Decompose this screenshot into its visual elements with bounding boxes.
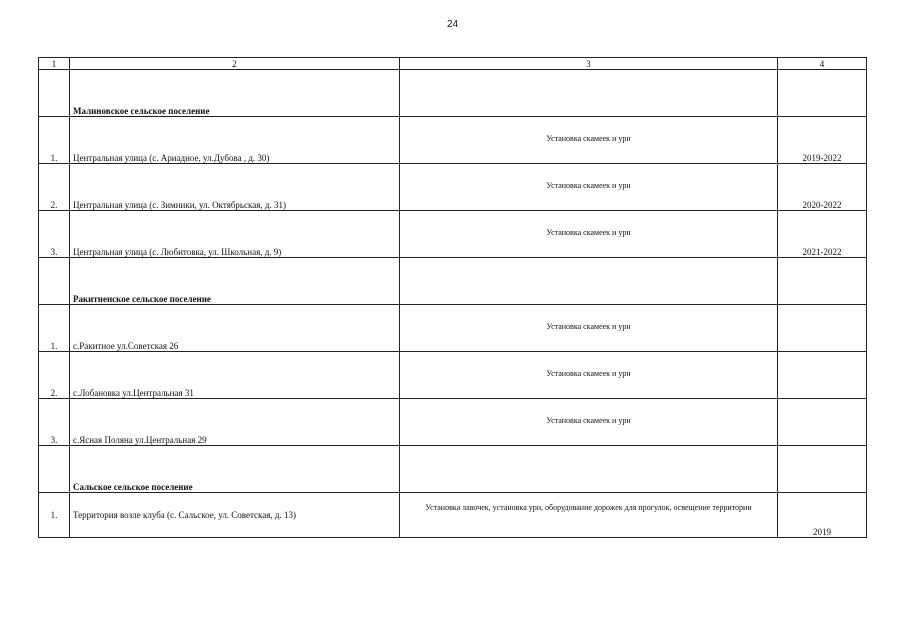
table-row bbox=[39, 164, 867, 211]
period: 2019 bbox=[778, 493, 867, 538]
row-number: 3. bbox=[39, 399, 70, 446]
table-row bbox=[39, 211, 867, 258]
object-name: Центральная улица (с. Ариадное, ул.Дубова , д. 30) bbox=[70, 117, 400, 164]
row-number: 1. bbox=[39, 305, 70, 352]
object-name: с.Ясная Поляна ул.Центральная 29 bbox=[70, 399, 400, 446]
period: 2019-2022 bbox=[778, 117, 867, 164]
object-name: Территория возле клуба (с. Сальское, ул. Советская, д. 13) bbox=[70, 493, 400, 538]
object-name: с.Лобановка ул.Центральная 31 bbox=[70, 352, 400, 399]
work-description: Установка лавочек, установка урн, оборудование дорожек для прогулок, освещение территории bbox=[400, 493, 778, 538]
object-name: Центральная улица (с. Зимники, ул. Октябрьская, д. 31) bbox=[70, 164, 400, 211]
table-row bbox=[39, 117, 867, 164]
object-name: с.Ракитное ул.Советская 26 bbox=[70, 305, 400, 352]
row-number: 2. bbox=[39, 164, 70, 211]
period bbox=[778, 399, 867, 446]
column-header: 1 bbox=[39, 58, 70, 70]
page-number: 24 bbox=[446, 19, 459, 30]
work-description: Установка скамеек и урн bbox=[400, 117, 778, 164]
work-description: Установка скамеек и урн bbox=[400, 211, 778, 258]
period: 2020-2022 bbox=[778, 164, 867, 211]
improvement-table bbox=[38, 57, 867, 538]
column-header: 2 bbox=[70, 58, 400, 70]
section-row bbox=[39, 446, 867, 493]
row-number: 2. bbox=[39, 352, 70, 399]
work-description: Установка скамеек и урн bbox=[400, 164, 778, 211]
section-title: Малиновское сельское поселение bbox=[70, 70, 400, 117]
section-row bbox=[39, 70, 867, 117]
period: 2021-2022 bbox=[778, 211, 867, 258]
table-row bbox=[39, 305, 867, 352]
period bbox=[778, 352, 867, 399]
row-number: 3. bbox=[39, 211, 70, 258]
table-row bbox=[39, 493, 867, 538]
section-title: Ракитненское сельское поселение bbox=[70, 258, 400, 305]
work-description: Установка скамеек и урн bbox=[400, 305, 778, 352]
row-number: 1. bbox=[39, 117, 70, 164]
table-row bbox=[39, 399, 867, 446]
row-number: 1. bbox=[39, 493, 70, 538]
work-description: Установка скамеек и урн bbox=[400, 399, 778, 446]
column-header: 3 bbox=[400, 58, 778, 70]
work-description: Установка скамеек и урн bbox=[400, 352, 778, 399]
table-row bbox=[39, 352, 867, 399]
table-header-row bbox=[39, 58, 867, 70]
section-title: Сальское сельское поселение bbox=[70, 446, 400, 493]
column-header: 4 bbox=[778, 58, 867, 70]
section-row bbox=[39, 258, 867, 305]
object-name: Центральная улица (с. Любитовка, ул. Школьная, д. 9) bbox=[70, 211, 400, 258]
period bbox=[778, 305, 867, 352]
